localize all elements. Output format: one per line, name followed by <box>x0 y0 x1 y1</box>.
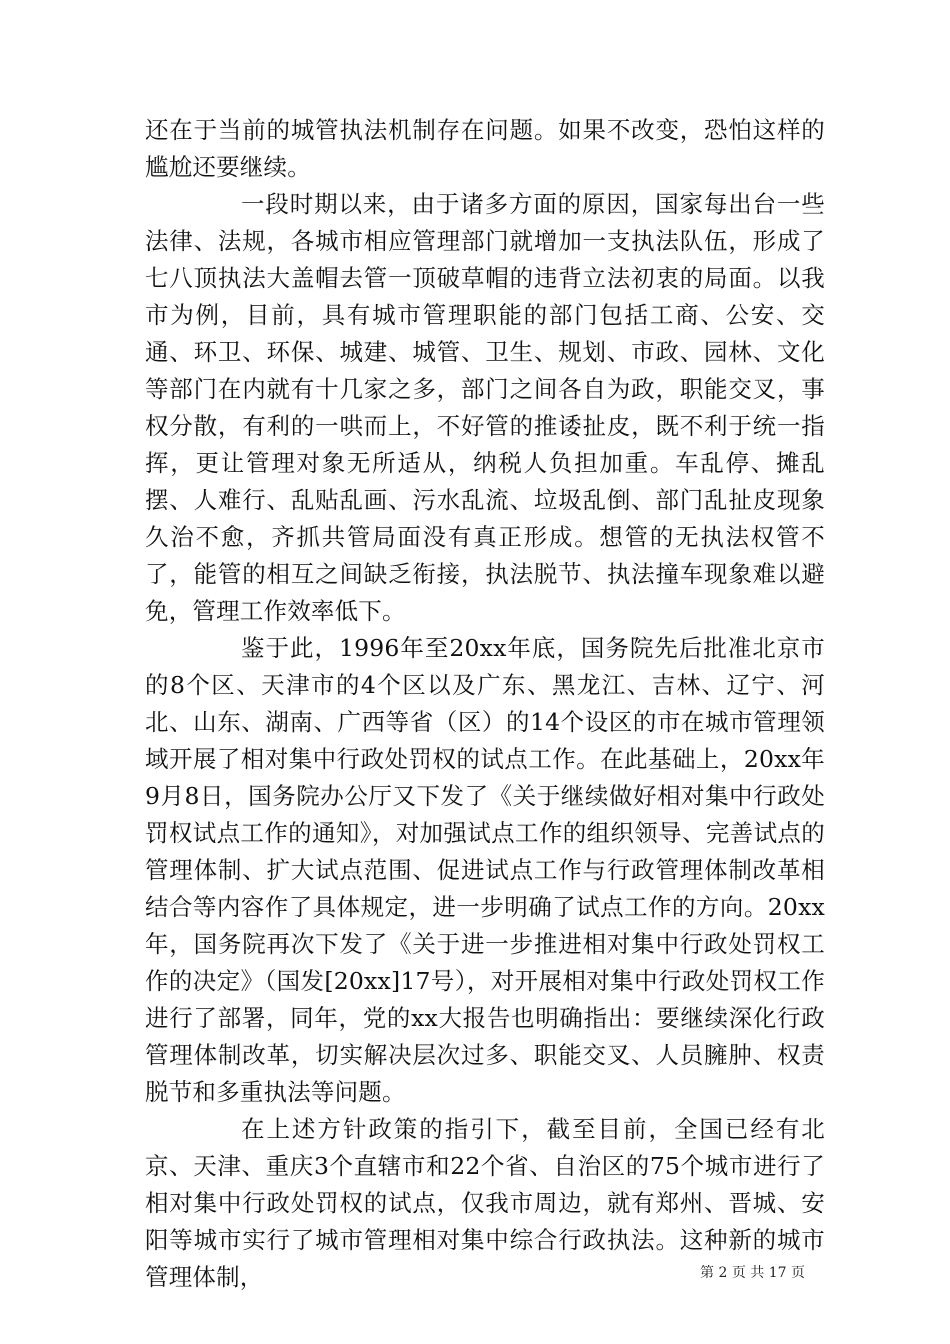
document-body <box>145 112 825 1296</box>
paragraph-background: 一段时期以来，由于诸多方面的原因，国家每出台一些法律、法规，各城市相应管理部门就增加一支执法队伍，形成了七八顶执法大盖帽去管一顶破草帽的违背立法初衷的局面。以我市为例，目前，具有城市管理职能的部门包括工商、公安、交通、环卫、环保、城建、城管、卫生、规划、市政、园林、文化等部门在内就有十几家之多，部门之间各自为政，职能交叉，事权分散，有利的一哄而上，不好管的推诿扯皮，既不利于统一指挥，更让管理对象无所适从，纳税人负担加重。车乱停、摊乱摆、人难行、乱贴乱画、污水乱流、垃圾乱倒、部门乱扯皮现象久治不愈，齐抓共管局面没有真正形成。想管的无执法权管不了，能管的相互之间缺乏衔接，执法脱节、执法撞车现象难以避免，管理工作效率低下。 <box>145 190 825 625</box>
paragraph-current-status: 在上述方针政策的指引下，截至目前，全国已经有北京、天津、重庆3个直辖市和22个省、自治区的75个城市进行了相对集中行政处罚权的试点，仅我市周边，就有郑州、晋城、安阳等城市实行了城市管理相对集中综合行政执法。这种新的城市管理体制， <box>145 1115 825 1291</box>
page-number-footer: 第 2 页 共 17 页 <box>700 1265 805 1281</box>
paragraph-pilot-history: 鉴于此，1996年至20xx年底，国务院先后批准北京市的8个区、天津市的4个区以及广东、黑龙江、吉林、辽宁、河北、山东、湖南、广西等省（区）的14个设区的市在城市管理领域开展了相对集中行政处罚权的试点工作。在此基础上，20xx年9月8日，国务院办公厅又下发了《关于继续做好相对集中行政处罚权试点工作的通知》，对加强试点工作的组织领导、完善试点的管理体制、扩大试点范围、促进试点工作与行政管理体制改革相结合等内容作了具体规定，进一步明确了试点工作的方向。20xx年，国务院再次下发了《关于进一步推进相对集中行政处罚权工作的决定》（国发[20xx]17号），对开展相对集中行政处罚权工作进行了部署，同年，党的xx大报告也明确指出：要继续深化行政管理体制改革，切实解决层次过多、职能交叉、人员臃肿、权责脱节和多重执法等问题。 <box>145 634 825 1106</box>
paragraph-continuation: 还在于当前的城管执法机制存在问题。如果不改变，恐怕这样的尴尬还要继续。 <box>145 116 825 181</box>
